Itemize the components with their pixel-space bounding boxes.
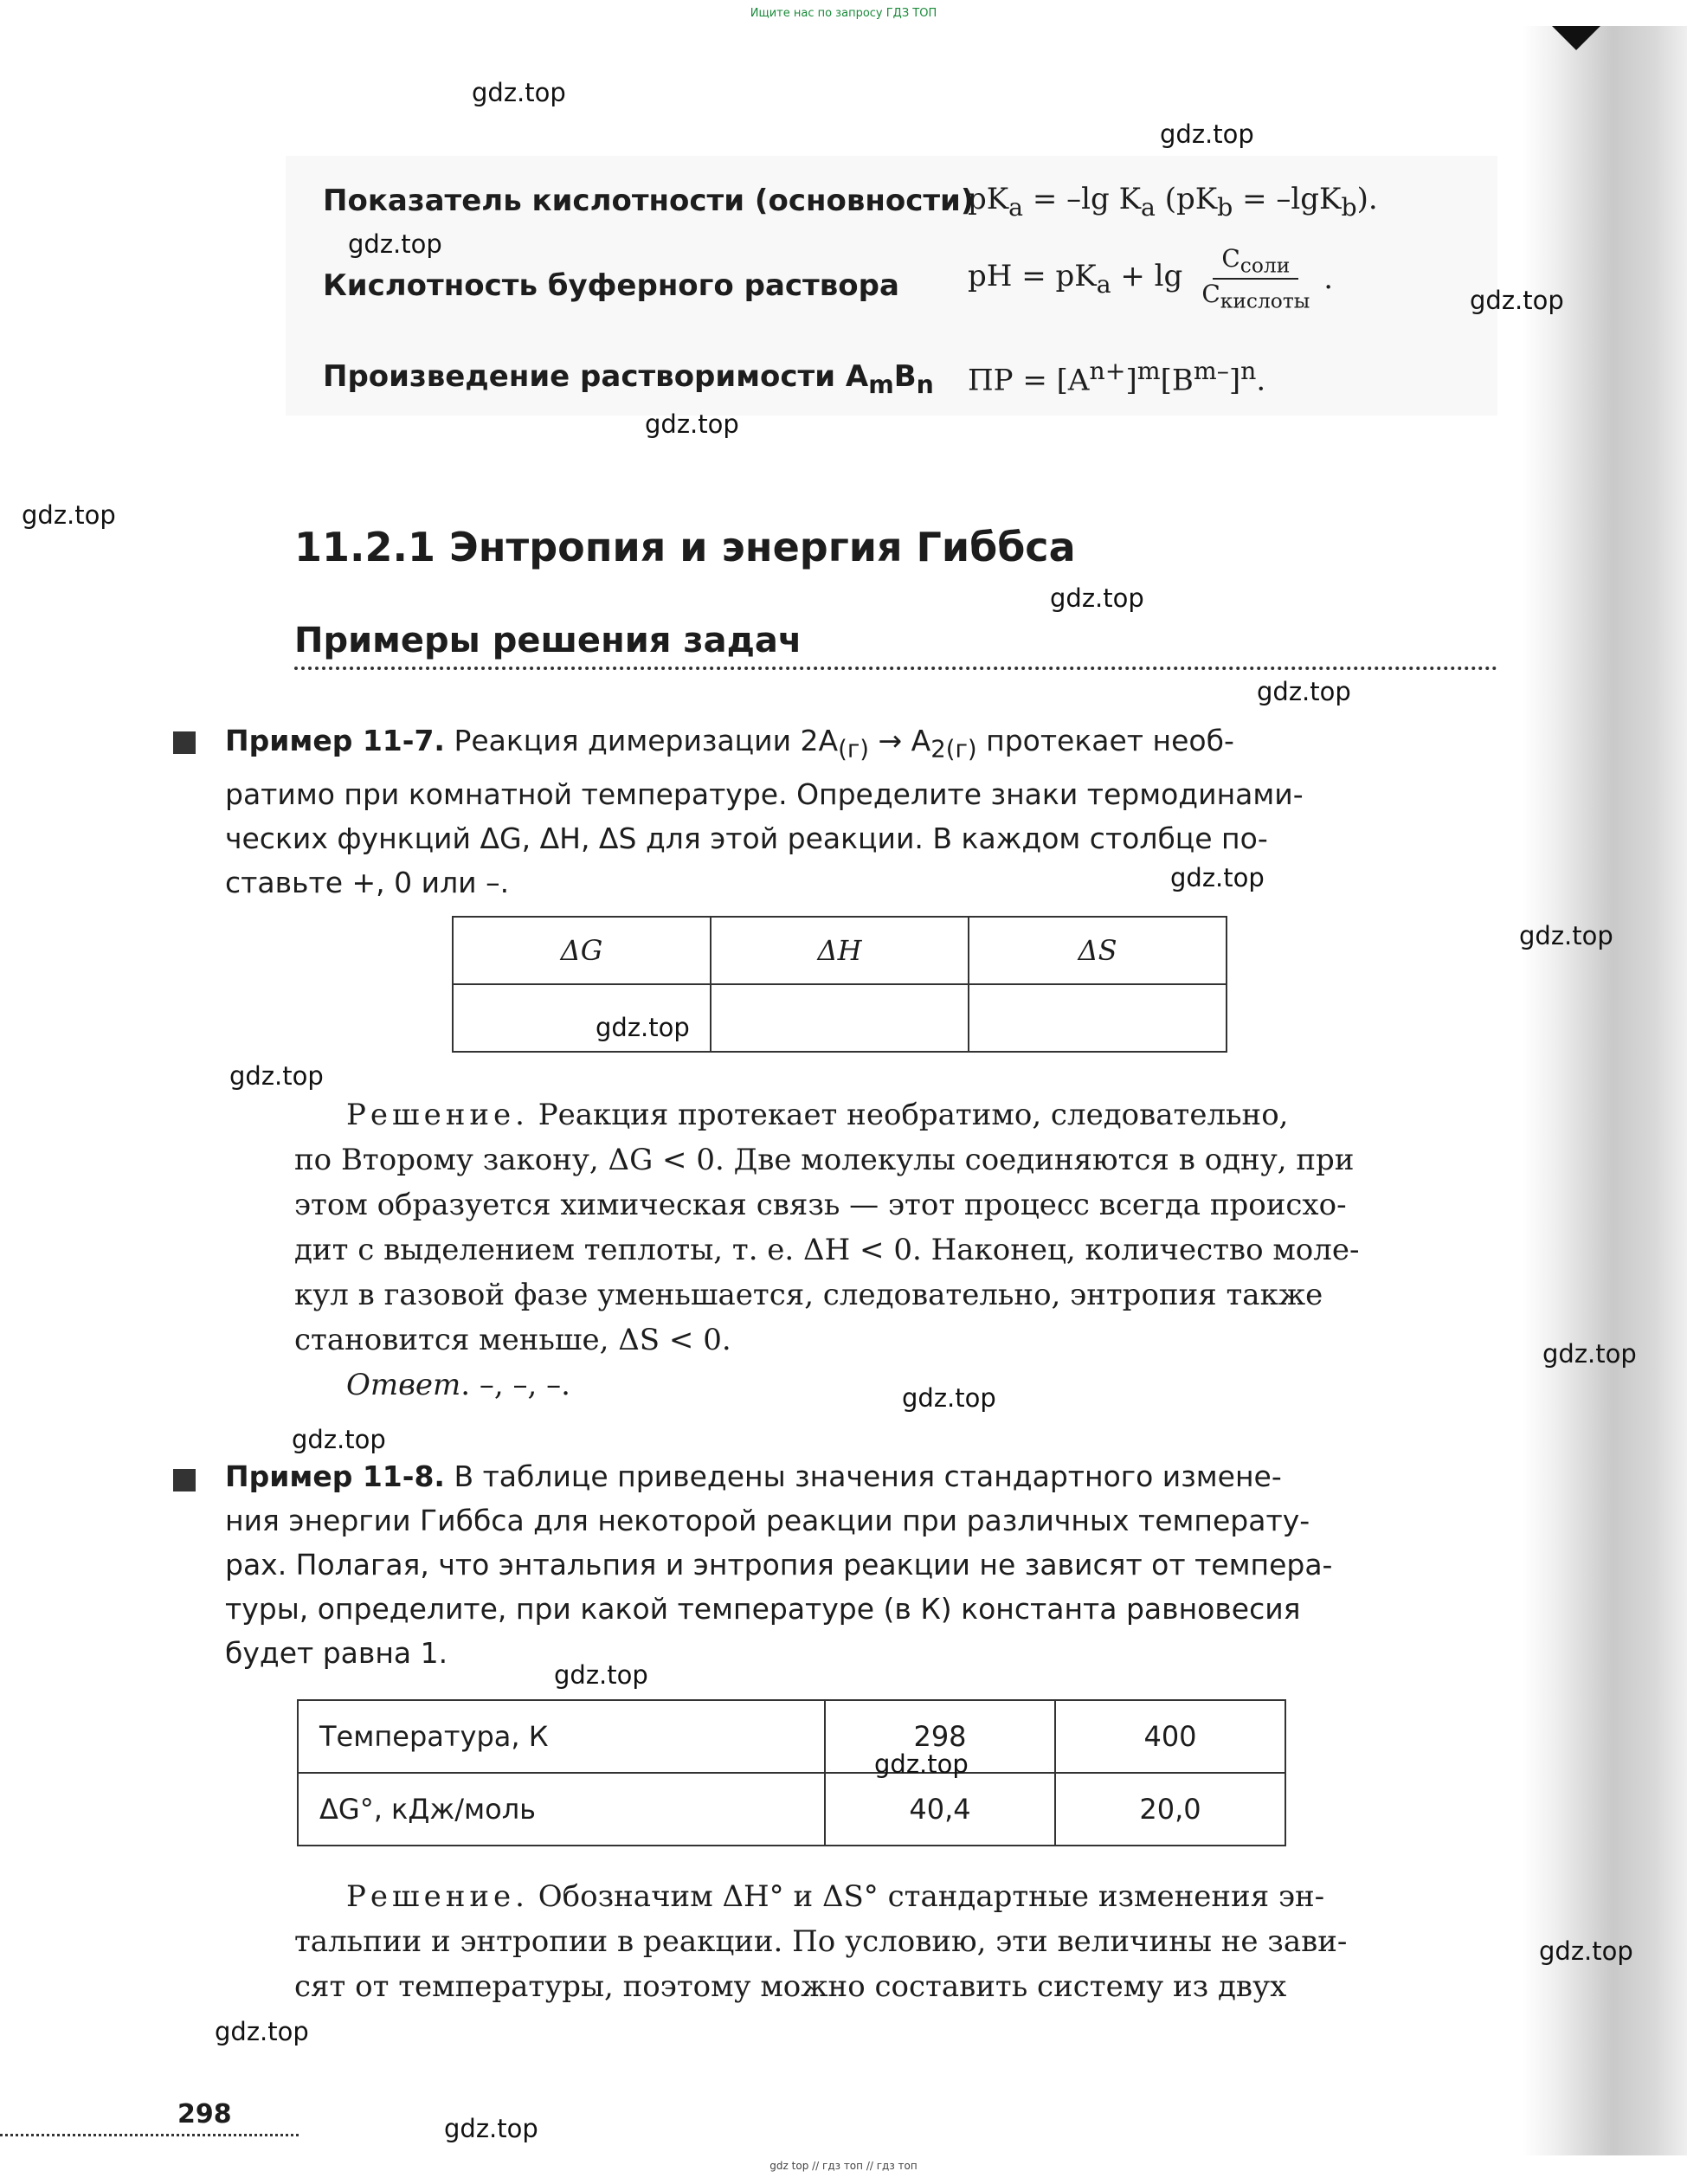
watermark: gdz.top: [472, 78, 566, 107]
answer-line: Ответ. –, –, –.: [346, 1368, 570, 1402]
watermark: gdz.top: [348, 229, 442, 259]
watermark: gdz.top: [1519, 921, 1613, 950]
page-number: 298: [177, 2099, 232, 2129]
cell-gibbs-1: 40,4: [825, 1773, 1055, 1846]
solution-line: Решение. Реакция протекает необратимо, следовательно,: [346, 1098, 1289, 1132]
watermark: gdz.top: [645, 409, 739, 439]
watermark: gdz.top: [1257, 677, 1351, 706]
book-spine-shadow: [1523, 26, 1687, 2155]
solution-line: этом образуется химическая связь — этот процесс всегда происхо-: [294, 1188, 1347, 1222]
formula-pk: $pK_a = -\lg$ $K_a$ $(pK_b = -\lg K_b)$.: [968, 182, 1378, 222]
formula-buffer-denominator: $C_{кислоты}$: [1201, 279, 1310, 313]
footer-dotted-line: [0, 2134, 299, 2136]
top-banner: Ищите нас по запросу ГДЗ ТОП: [750, 7, 937, 20]
table-row: [298, 1700, 1285, 1773]
gibbs-table: [297, 1699, 1286, 1846]
example-line: будет равна 1.: [225, 1636, 448, 1670]
formula-buffer-tail: .: [1323, 261, 1334, 296]
signs-table: [452, 916, 1227, 1053]
cell-temperature-2: 400: [1055, 1700, 1285, 1773]
formula-buffer-numerator: $C_{соли}$: [1213, 244, 1298, 280]
formula-buffer-fraction: [1193, 244, 1318, 312]
corner-triangle-icon: [1552, 26, 1600, 50]
formula-ksp: ПР = $[A^{n+}]^m[B^{m-}]^n$.: [968, 357, 1266, 398]
solution-11-8: [294, 1874, 1497, 2009]
table-row: [298, 1773, 1285, 1846]
bottom-banner: gdz top // гдз топ // гдз топ: [769, 2160, 918, 2172]
table-header-ds: ΔS: [969, 917, 1227, 984]
solution-line: Решение. Обозначим ΔH° и ΔS° стандартные изменения эн-: [346, 1879, 1325, 1914]
watermark: gdz.top: [229, 1061, 324, 1091]
section-heading: 11.2.1 Энтропия и энергия Гиббса: [294, 524, 1076, 570]
example-line: ческих функций ΔG, ΔH, ΔS для этой реакции. В каждом столбце по-: [225, 821, 1268, 855]
watermark: gdz.top: [1539, 1936, 1633, 1966]
example-line: Пример 11-7. Реакция димеризации $2A_{(г)} \to A_{2(г)}$ протекает необ-: [225, 724, 1234, 763]
watermark: gdz.top: [902, 1383, 996, 1413]
example-line: Пример 11-8. В таблице приведены значения стандартного измене-: [225, 1459, 1282, 1493]
watermark: gdz.top: [1160, 119, 1254, 149]
row-label-temperature: Температура, К: [298, 1700, 825, 1773]
table-cell-empty: [969, 984, 1227, 1052]
watermark: gdz.top: [444, 2114, 538, 2143]
table-header-dh: ΔH: [711, 917, 969, 984]
watermark: gdz.top: [22, 500, 116, 530]
solution-line: по Второму закону, ΔG < 0. Две молекулы соединяются в одну, при: [294, 1143, 1355, 1177]
solution-11-7: [294, 1092, 1497, 1408]
table-row: [453, 984, 1227, 1052]
row-label-gibbs: ΔG°, кДж/моль: [298, 1773, 825, 1846]
table-header-dg: ΔG: [453, 917, 711, 984]
example-line: туры, определите, при какой температуре (в К) константа равновесия: [225, 1592, 1301, 1626]
watermark: gdz.top: [874, 1749, 969, 1779]
cell-gibbs-2: 20,0: [1055, 1773, 1285, 1846]
watermark: gdz.top: [1542, 1339, 1637, 1369]
formula-buffer-lhs: pH = $pK_a + \lg$: [968, 258, 1183, 299]
example-line: ставьте +, 0 или –.: [225, 865, 510, 899]
example-line: рах. Полагая, что энтальпия и энтропия реакции не зависят от темпера-: [225, 1548, 1333, 1582]
watermark: gdz.top: [554, 1660, 648, 1690]
watermark: gdz.top: [1470, 286, 1564, 315]
solution-line: тальпии и энтропии в реакции. По условию, эти величины не зави-: [294, 1924, 1348, 1959]
formula-label-ksp: Произведение растворимости $A_mB_n$: [323, 359, 934, 399]
example-line: ния энергии Гиббса для некоторой реакции при различных температу-: [225, 1504, 1310, 1537]
solution-line: дит с выделением теплоты, т. е. ΔH < 0. Наконец, количество моле-: [294, 1233, 1360, 1267]
subsection-heading: Примеры решения задач: [294, 621, 802, 660]
table-cell-empty: [711, 984, 969, 1052]
formula-label-pk: Показатель кислотности (основности): [323, 184, 975, 218]
example-11-8-text: [225, 1454, 1376, 1675]
watermark: gdz.top: [596, 1013, 690, 1042]
cell-temperature-1: 298: [825, 1700, 1055, 1773]
example-marker-icon: [173, 1469, 196, 1491]
table-row: [453, 917, 1227, 984]
watermark: gdz.top: [1170, 863, 1265, 892]
subsection-divider: [294, 667, 1497, 670]
example-line: ратимо при комнатной температуре. Определите знаки термодинами-: [225, 776, 1304, 811]
example-marker-icon: [173, 731, 196, 754]
formula-label-buffer: Кислотность буферного раствора: [323, 268, 899, 303]
solution-line: сят от температуры, поэтому можно составить систему из двух: [294, 1969, 1287, 2004]
solution-line: становится меньше, ΔS < 0.: [294, 1323, 731, 1357]
solution-line: кул в газовой фазе уменьшается, следовательно, энтропия также: [294, 1278, 1323, 1312]
watermark: gdz.top: [215, 2017, 309, 2046]
watermark: gdz.top: [1050, 583, 1144, 613]
formula-buffer: [968, 244, 1333, 312]
watermark: gdz.top: [292, 1425, 386, 1454]
